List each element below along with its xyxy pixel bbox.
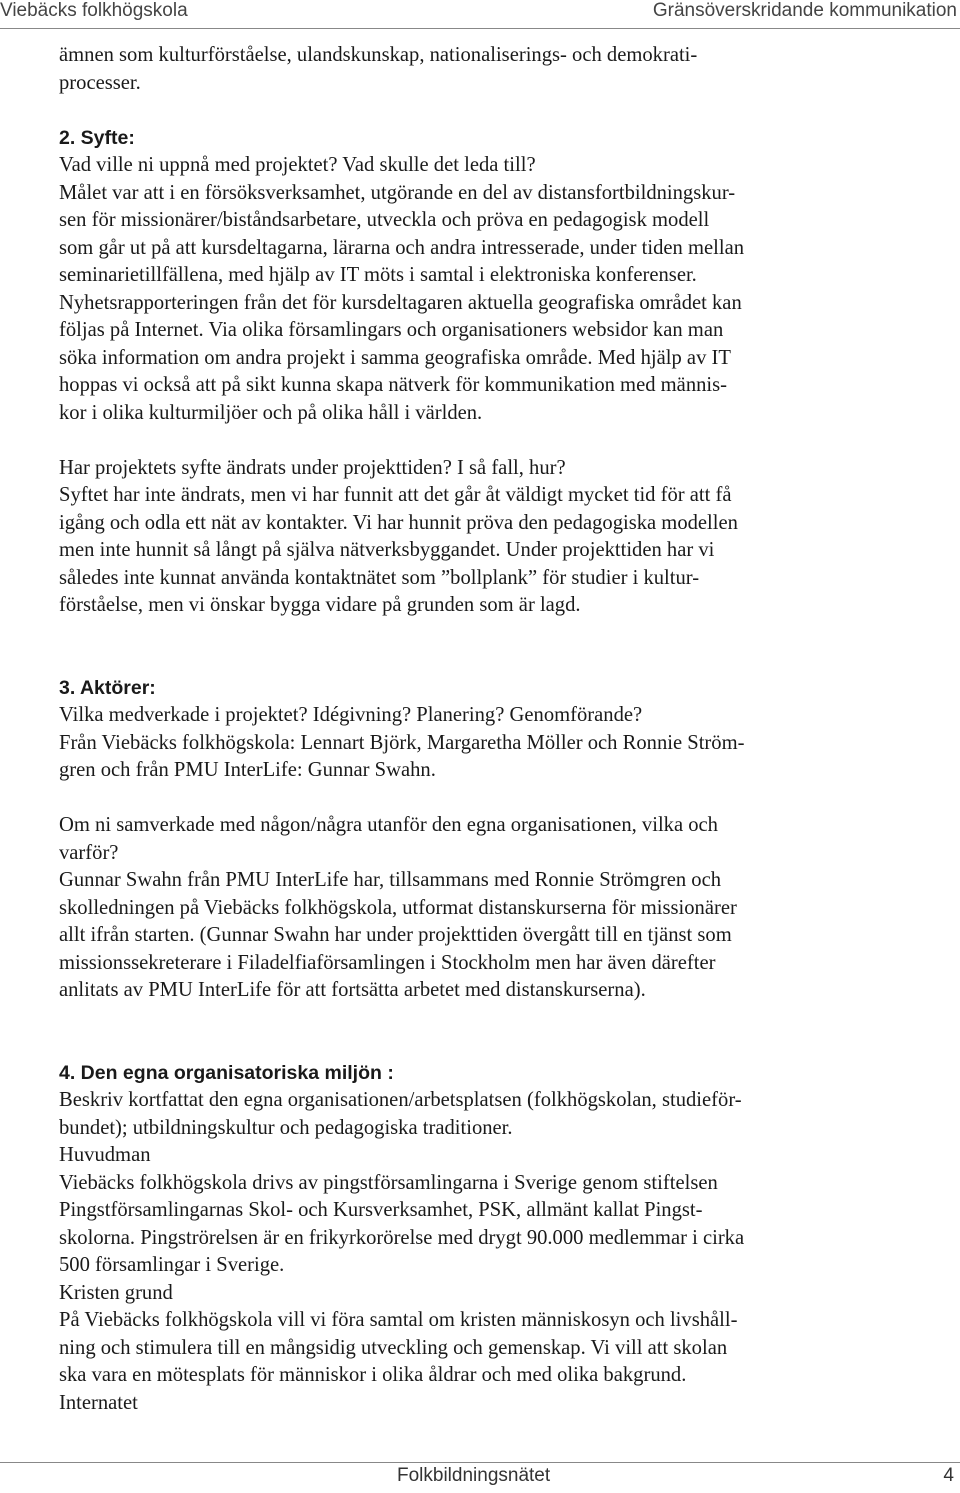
text-line: allt ifrån starten. (Gunnar Swahn har under projekttiden övergått till en tjänst som	[59, 924, 732, 946]
footer-divider	[0, 1462, 960, 1463]
text-line: skolledningen på Viebäcks folkhögskola, utformat distanskurserna för missionärer	[59, 896, 737, 919]
text-line: således inte kunnat använda kontaktnätet som ”bollplank” för studier i kultur-	[59, 566, 700, 589]
text-line: hoppas vi också att på sikt kunna skapa nätverk för kommunikation med männis-	[59, 374, 728, 396]
text-line: Målet var att i en försöksverksamhet, utgörande en del av distansfortbildningskur-	[59, 181, 736, 204]
text-line: 500 församlingar i Sverige.	[59, 1254, 285, 1276]
section-2-question-2: Har projektets syfte ändrats under projekttiden? I så fall, hur?	[59, 456, 566, 479]
subheading-internatet: Internatet	[59, 1391, 138, 1414]
spacer	[59, 97, 904, 125]
text-line: missionssekreterare i Filadelfiaförsamlingen i Stockholm men har även därefter	[59, 951, 716, 974]
text-line: som går ut på att kursdeltagarna, lärarna och andra intresserade, under tiden mellan	[59, 236, 745, 259]
section-4-heading: 4. Den egna organisatoriska miljön :	[59, 1061, 394, 1084]
text-line: Syftet har inte ändrats, men vi har funnit att det går åt väldigt mycket tid för att få	[59, 484, 732, 506]
text-line: kor i olika kulturmiljöer och på olika håll i världen.	[59, 401, 483, 424]
spacer	[59, 1032, 904, 1060]
footer-title: Folkbildningsnätet	[397, 1465, 551, 1486]
text-line: ning och stimulera till en mångsidig utveckling och gemenskap. Vi vill att skolan	[59, 1336, 728, 1359]
intro-line: ämnen som kulturförståelse, ulandskunskap, nationaliserings- och demokrati-	[59, 44, 698, 66]
text-line: söka information om andra projekt i samma geografiska område. Med hjälp av IT	[59, 346, 731, 369]
intro-line: processer.	[59, 71, 141, 94]
text-line: igång och odla ett nät av kontakter. Vi har hunnit pröva den pedagogiska modellen	[59, 511, 738, 534]
section-3-question-2: Om ni samverkade med någon/några utanför den egna organisationen, vilka och	[59, 814, 718, 836]
header-school-name: Viebäcks folkhögskola	[0, 0, 188, 21]
text-line: men inte hunnit så långt på själva nätverksbyggandet. Under projekttiden har vi	[59, 539, 715, 561]
spacer	[59, 427, 904, 455]
spacer	[59, 1005, 904, 1033]
subheading-kristen-grund: Kristen grund	[59, 1281, 173, 1304]
text-line: anlitats av PMU InterLife för att fortsätta arbetet med distanskurserna).	[59, 979, 646, 1001]
text-line: förståelse, men vi önskar bygga vidare på grunden som är lagd.	[59, 594, 581, 616]
section-4-question: bundet); utbildningskultur och pedagogiska traditioner.	[59, 1116, 513, 1139]
section-2-question: Vad ville ni uppnå med projektet? Vad skulle det leda till?	[59, 154, 536, 176]
page-number: 4	[943, 1465, 954, 1486]
text-line: gren och från PMU InterLife: Gunnar Swahn.	[59, 759, 436, 781]
text-line: Från Viebäcks folkhögskola: Lennart Björk, Margaretha Möller och Ronnie Ström-	[59, 731, 745, 754]
spacer	[59, 620, 904, 648]
section-3-heading: 3. Aktörer:	[59, 676, 156, 699]
text-line: sen för missionärer/biståndsarbetare, utveckla och pröva en pedagogisk modell	[59, 209, 710, 231]
section-2-heading: 2. Syfte:	[59, 126, 135, 149]
text-line: Pingstförsamlingarnas Skol- och Kursverksamhet, PSK, allmänt kallat Pingst-	[59, 1199, 703, 1221]
header-document-title: Gränsöverskridande kommunikation	[652, 0, 957, 21]
section-3-question: Vilka medverkade i projektet? Idégivning? Planering? Genomförande?	[59, 704, 643, 726]
text-line: Nyhetsrapporteringen från det för kursdeltagaren aktuella geografiska området kan	[59, 291, 742, 314]
text-line: Gunnar Swahn från PMU InterLife har, tillsammans med Ronnie Strömgren och	[59, 869, 722, 891]
spacer	[59, 785, 904, 813]
section-4-question: Beskriv kortfattat den egna organisationen/arbetsplatsen (folkhögskolan, studieför-	[59, 1089, 742, 1111]
text-line: följas på Internet. Via olika församlingars och organisationers websidor kan man	[59, 319, 724, 341]
spacer	[59, 647, 904, 675]
text-line: Viebäcks folkhögskola drivs av pingstförsamlingarna i Sverige genom stiftelsen	[59, 1171, 718, 1194]
header-divider	[0, 28, 960, 29]
text-line: ska vara en mötesplats för människor i olika åldrar och med olika bakgrund.	[59, 1364, 687, 1386]
page-header	[0, 0, 960, 24]
document-body	[59, 42, 904, 1417]
subheading-huvudman: Huvudman	[59, 1144, 151, 1166]
text-line: seminarietillfällena, med hjälp av IT möts i samtal i elektroniska konferenser.	[59, 264, 697, 286]
section-3-question-2: varför?	[59, 841, 119, 864]
text-line: skolorna. Pingströrelsen är en frikyrkorörelse med drygt 90.000 medlemmar i cirka	[59, 1226, 745, 1249]
text-line: På Viebäcks folkhögskola vill vi föra samtal om kristen människosyn och livshåll-	[59, 1309, 738, 1331]
